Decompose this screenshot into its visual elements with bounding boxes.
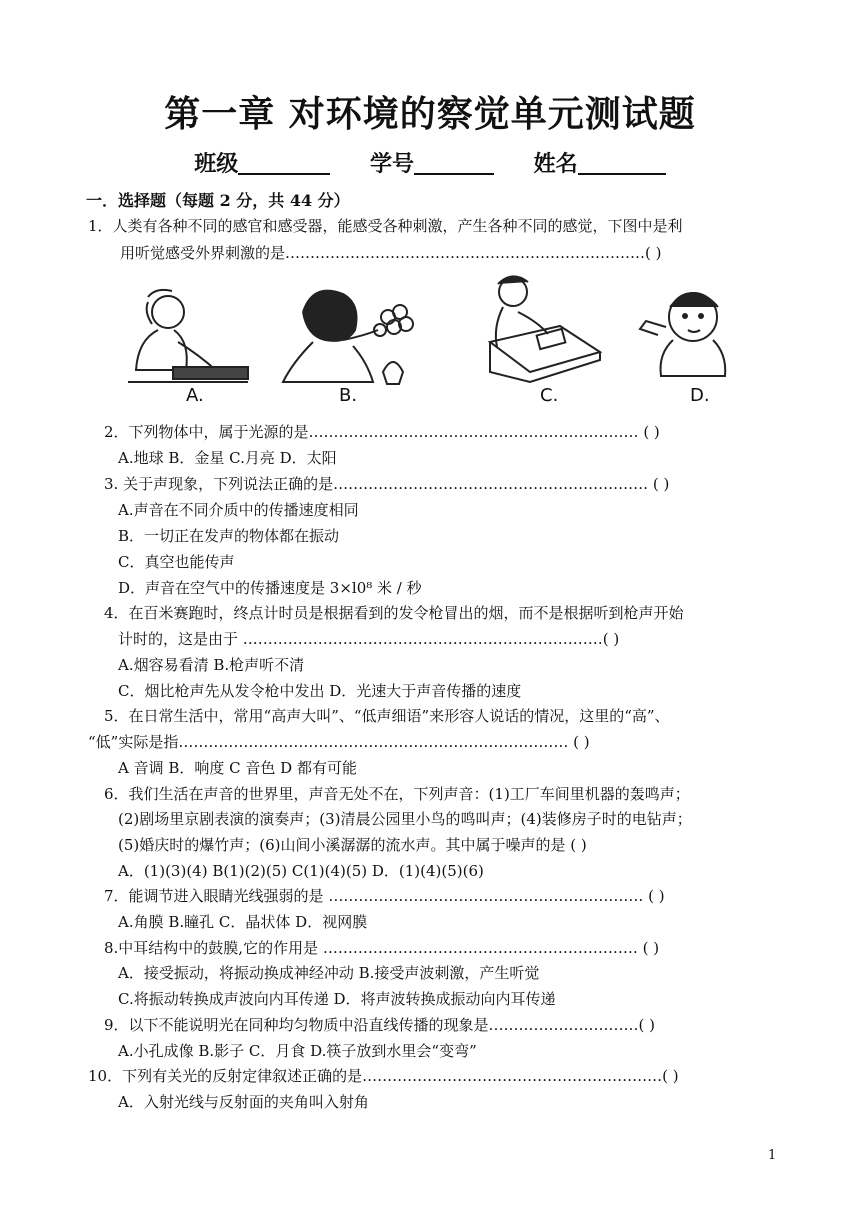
class-field: [194, 147, 330, 178]
student-info-row: [0, 147, 860, 178]
question-6-line-1: 6．我们生活在声音的世界里，声音无处不在，下列声音：(1)工厂车间里机器的轰鸣声；: [104, 785, 690, 803]
question-3-option-d: D．声音在空气中的传播速度是 3×l0⁸ 米 / 秒: [118, 579, 422, 597]
student-id-label: 学号: [369, 151, 414, 177]
question-6-line-3: (5)婚庆时的爆竹声；(6)山间小溪潺潺的流水声。其中属于噪声的是 ( ): [118, 836, 587, 854]
illustration-eating: [640, 293, 725, 376]
question-1-line-2: 用听觉感受外界刺激的是………………………………………………………………( ): [120, 244, 662, 262]
question-4-options-cd: C．烟比枪声先从发令枪中发出 D．光速大于声音传播的速度: [118, 682, 522, 700]
question-6-line-2: (2)剧场里京剧表演的演奏声；(3)清晨公园里小鸟的鸣叫声；(4)装修房子时的电钻声；: [118, 810, 692, 828]
question-7-options: A.角膜 B.瞳孔 C．晶状体 D．视网膜: [118, 913, 368, 931]
option-label-c: C.: [540, 385, 559, 406]
question-10-option-a: A．入射光线与反射面的夹角叫入射角: [118, 1093, 369, 1111]
exam-title: 第一章 对环境的察觉单元测试题: [164, 93, 696, 135]
question-9-options: A.小孔成像 B.影子 C．月食 D.筷子放到水里会“变弯”: [118, 1042, 477, 1060]
illustration-phone-call: [128, 290, 248, 382]
question-4-line-2: 计时的，这是由于 ………………………………………………………………( ): [118, 630, 620, 648]
question-8-options-ab: A．接受振动，将振动换成神经冲动 B.接受声波刺激，产生听觉: [118, 964, 540, 982]
question-3: 3. 关于声现象，下列说法正确的是……………………………………………………… ( ): [104, 475, 670, 493]
class-label: 班级: [194, 151, 239, 177]
question-9: 9．以下不能说明光在同种均匀物质中沿直线传播的现象是…………………………( ): [104, 1016, 656, 1034]
question-4-options-ab: A.烟容易看清 B.枪声听不清: [118, 656, 305, 674]
question-5-options: A 音调 B．响度 C 音色 D 都有可能: [118, 759, 357, 777]
question-4-line-1: 4．在百米赛跑时，终点计时员是根据看到的发令枪冒出的烟，而不是根据听到枪声开始: [104, 604, 684, 622]
question-1-line-1: 1．人类有各种不同的感官和感受器，能感受各种刺激，产生各种不同的感觉，下图中是利: [88, 217, 683, 235]
page-number: 1: [768, 1148, 777, 1163]
question-2: 2．下列物体中，属于光源的是………………………………………………………… ( ): [104, 423, 660, 441]
question-8-options-cd: C.将振动转换成声波向内耳传递 D．将声波转换成振动向内耳传递: [118, 990, 556, 1008]
option-label-b: B.: [339, 385, 358, 406]
name-blank[interactable]: [578, 151, 666, 175]
question-10: 10．下列有关光的反射定律叙述正确的是……………………………………………………( ): [88, 1067, 679, 1085]
question-3-option-c: C．真空也能传声: [118, 553, 235, 571]
name-field: [534, 147, 666, 178]
question-5-line-1: 5．在日常生活中，常用“高声大叫”、“低声细语”来形容人说话的情况，这里的“高”、: [104, 707, 670, 725]
illustration-smelling-flowers: [283, 291, 413, 384]
class-blank[interactable]: [238, 151, 330, 175]
option-label-a: A.: [186, 385, 204, 406]
student-id-blank[interactable]: [414, 151, 494, 175]
question-3-option-b: B．一切正在发声的物体都在振动: [118, 527, 340, 545]
question-8: 8.中耳结构中的鼓膜,它的作用是 ……………………………………………………… ( ): [104, 939, 660, 957]
illustration-writing-desk: [490, 276, 600, 382]
student-id-field: [370, 147, 494, 178]
question-2-options: A.地球 B．金星 C.月亮 D．太阳: [118, 449, 337, 467]
section-heading: 一．选择题（每题 2 分，共 44 分）: [86, 191, 350, 210]
name-label: 姓名: [533, 151, 578, 177]
question-6-options: A．(1)(3)(4) B(1)(2)(5) C(1)(4)(5) D．(1)(4)(5)(6): [118, 862, 484, 880]
option-label-d: D.: [690, 385, 710, 406]
question-3-option-a: A.声音在不同介质中的传播速度相同: [118, 501, 359, 519]
question-7: 7．能调节进入眼睛光线强弱的是 ……………………………………………………… ( ): [104, 887, 665, 905]
question-5-line-2: “低”实际是指…………………………………………………………………… ( ): [88, 733, 590, 751]
